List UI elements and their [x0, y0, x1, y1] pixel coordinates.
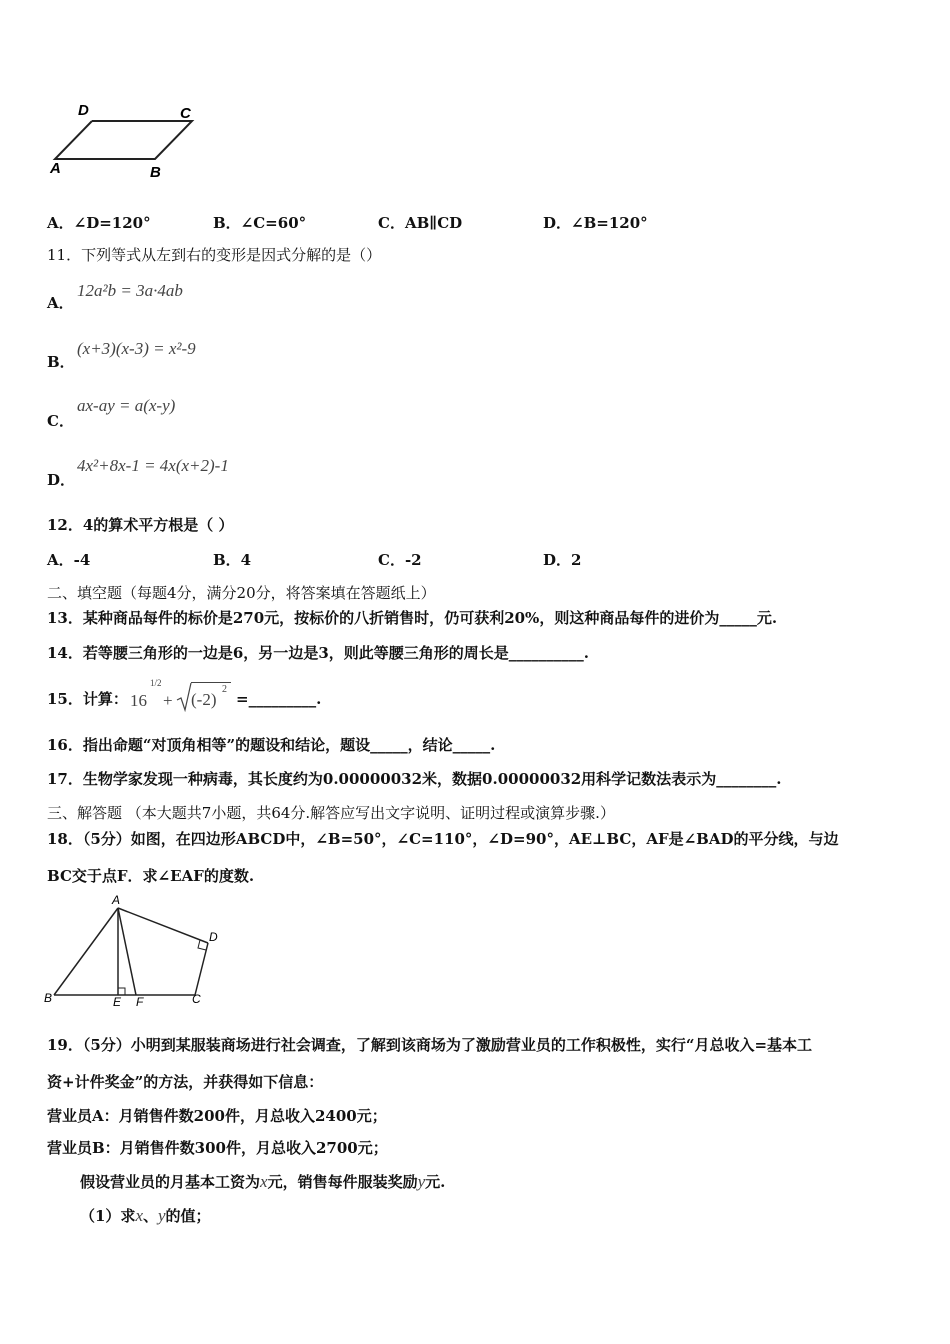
- q19-line6: [80, 1206, 211, 1226]
- label-c: C: [192, 992, 201, 1006]
- q15-rad-exp: 2: [222, 684, 227, 695]
- q11-option-d-expr: 4x²+8x-1 = 4x(x+2)-1: [77, 456, 229, 475]
- q19-line6-part2: 、: [142, 1207, 158, 1225]
- q15-radicand: (-2): [191, 690, 217, 709]
- q10-option-a: A．∠D=120°: [47, 214, 151, 232]
- side-ad: [118, 908, 208, 943]
- label-d: D: [209, 930, 218, 944]
- q17-text: 17．生物学家发现一种病毒，其长度约为0.00000032米，数据0.00000032用科学记数法表示为________.: [47, 770, 782, 788]
- side-ab: [54, 908, 118, 995]
- q11-stem: 11．下列等式从左到右的变形是因式分解的是（）: [47, 246, 382, 264]
- q12-option-b: B．4: [213, 551, 252, 569]
- var-y-2: y: [158, 1206, 166, 1225]
- q19-line1: 19．（5分）小明到某服装商场进行社会调查，了解到该商场为了激励营业员的工作积极性，实行“月总收入=基本工: [47, 1036, 813, 1054]
- label-a: A: [112, 893, 121, 907]
- q19-line5: [80, 1172, 445, 1192]
- plus-sign: +: [163, 691, 173, 710]
- q11-option-a-expr: 12a²b = 3a·4ab: [77, 281, 183, 300]
- q19-line6-part3: 的值；: [165, 1207, 211, 1225]
- var-x-2: x: [135, 1206, 143, 1225]
- var-x: x: [260, 1172, 268, 1191]
- q10-option-d: D．∠B=120°: [543, 214, 648, 232]
- q19-line4: 营业员B：月销售件数300件，月总收入2700元；: [47, 1139, 388, 1157]
- q18-line2: BC交于点F．求∠EAF的度数.: [47, 867, 255, 885]
- sqrt-bar: [191, 682, 231, 683]
- q11-option-b-expr: (x+3)(x-3) = x²-9: [77, 339, 196, 358]
- q13-text: 13．某种商品每件的标价是270元，按标价的八折销售时，仍可获利20%，则这种商品每件的进价为_____元.: [47, 609, 778, 627]
- q18-line1: 18．（5分）如图，在四边形ABCD中，∠B=50°，∠C=110°，∠D=90°，AE⊥BC，AF是∠BAD的平分线，与边: [47, 830, 839, 848]
- parallelogram-figure: [40, 95, 210, 185]
- section-fill-in-title: 二、填空题（每题4分，满分20分，将答案填在答题纸上）: [47, 584, 436, 602]
- var-y: y: [417, 1172, 426, 1191]
- q15-expression: [130, 678, 370, 714]
- label-b: B: [150, 164, 161, 181]
- q15-prefix: 15．计算：: [47, 690, 128, 708]
- q16-text: 16．指出命题“对顶角相等”的题设和结论，题设_____，结论_____.: [47, 736, 496, 754]
- q15-exponent: 1/2: [150, 678, 162, 688]
- q11-option-c-expr: ax-ay = a(x-y): [77, 396, 176, 415]
- label-c: C: [180, 105, 191, 122]
- q19-line2: 资+计件奖金”的方法，并获得如下信息：: [47, 1073, 324, 1091]
- q19-line5-part1: 假设营业员的月基本工资为: [80, 1173, 261, 1191]
- q19-line5-part3: 元.: [425, 1173, 446, 1191]
- q12-option-c: C．-2: [378, 551, 422, 569]
- side-dc: [195, 943, 208, 995]
- q12-option-a: A．-4: [47, 551, 91, 569]
- q12-option-d: D．2: [543, 551, 582, 569]
- quadrilateral-figure: [40, 890, 230, 1010]
- q11-option-d-label: D．: [47, 471, 76, 489]
- label-f: F: [136, 995, 144, 1009]
- q14-text: 14．若等腰三角形的一边是6，另一边是3，则此等腰三角形的周长是__________.: [47, 644, 589, 662]
- label-b: B: [44, 991, 53, 1005]
- segment-af: [118, 908, 136, 995]
- q19-line3: 营业员A：月销售件数200件，月总收入2400元；: [47, 1107, 387, 1125]
- q11-option-c-label: C．: [47, 412, 74, 430]
- right-angle-e: [118, 988, 125, 995]
- section-solve-title: 三、解答题 （本大题共7小题，共64分.解答应写出文字说明、证明过程或演算步骤.）: [47, 804, 615, 822]
- label-e: E: [113, 995, 122, 1009]
- q15-base: 16: [130, 691, 147, 710]
- q10-option-c: C．AB∥CD: [378, 214, 463, 232]
- parallelogram-shape: [55, 121, 192, 159]
- q12-stem: 12．4的算术平方根是（ ）: [47, 516, 234, 534]
- label-a: A: [50, 160, 61, 177]
- q11-option-b-label: B．: [47, 353, 75, 371]
- label-d: D: [78, 102, 89, 119]
- q19-line5-part2: 元，销售每件服装奖励: [267, 1173, 418, 1191]
- q19-line6-part1: （1）求: [80, 1207, 136, 1225]
- q11-option-a-label: A．: [47, 294, 74, 312]
- q15-suffix: =_________.: [236, 690, 322, 708]
- sqrt-icon: [176, 682, 192, 712]
- q10-option-b: B．∠C=60°: [213, 214, 307, 232]
